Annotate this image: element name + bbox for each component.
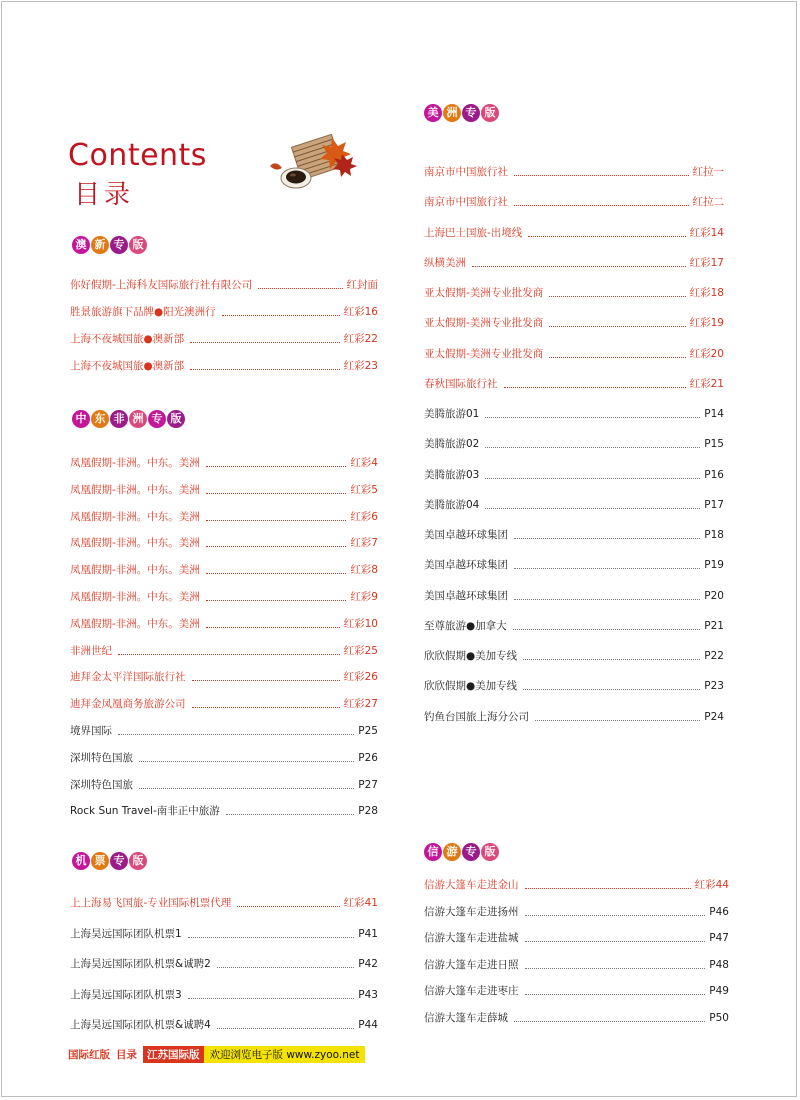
toc-entry-title: 凤凰假期-非洲。中东。美洲: [70, 591, 200, 603]
section-heading-zhongdong: [72, 410, 185, 428]
toc-entry-page: 红彩25: [343, 644, 378, 657]
toc-leader-dots: [549, 356, 685, 358]
toc-entry-page: P17: [704, 498, 724, 511]
contents-title-cn: 目录: [74, 180, 135, 210]
toc-entry-title: 凤凰假期-非洲。中东。美洲: [70, 483, 200, 496]
section-heading-char: 版: [129, 852, 147, 870]
toc-entry[interactable]: [424, 286, 724, 300]
toc-entry[interactable]: [424, 528, 724, 542]
toc-leader-dots: [206, 599, 347, 601]
toc-entry-page: P41: [358, 927, 378, 940]
toc-leader-dots: [222, 314, 340, 316]
section-heading-char: 票: [91, 852, 109, 870]
toc-entry-title: 凤凰假期-非洲。中东。美洲: [70, 457, 200, 469]
toc-entry[interactable]: [70, 804, 378, 818]
toc-entry-title: 信游大篷车走进盐城: [424, 932, 519, 944]
toc-entry-page: 红彩21: [689, 377, 724, 390]
toc-entry-page: P24: [704, 710, 724, 723]
toc-leader-dots: [192, 706, 340, 708]
toc-entry-page: P22: [704, 650, 724, 662]
section-heading-char: 中: [72, 410, 90, 428]
toc-entry[interactable]: [424, 931, 729, 945]
toc-leader-dots: [523, 658, 700, 660]
toc-entry-page: 红彩4: [350, 457, 378, 469]
toc-entry-page: 红彩17: [689, 256, 724, 269]
toc-leader-dots: [226, 813, 355, 815]
toc-entry-page: P42: [358, 958, 378, 970]
toc-leader-dots: [190, 341, 339, 343]
toc-entry[interactable]: [424, 1011, 729, 1025]
toc-leader-dots: [118, 733, 354, 735]
toc-leader-dots: [514, 567, 700, 569]
toc-leader-dots: [206, 492, 347, 494]
toc-entry-title: 上海昊远国际团队机票1: [70, 927, 182, 940]
toc-leader-dots: [188, 936, 355, 938]
toc-entry-title: 深圳特色国旅: [70, 751, 133, 764]
toc-entry-page: 红拉二: [692, 196, 724, 209]
toc-entry-page: 红彩26: [343, 671, 378, 684]
toc-entry-page: P43: [358, 988, 378, 1001]
section-heading-char: 版: [481, 104, 499, 122]
toc-entry-title: 信游大篷车走进金山: [424, 879, 519, 891]
toc-entry[interactable]: [70, 927, 378, 941]
toc-entry[interactable]: [70, 670, 378, 684]
toc-entry[interactable]: [424, 649, 724, 663]
toc-entry-page: P28: [358, 805, 378, 818]
toc-entry-title: 亚太假期-美洲专业批发商: [424, 347, 544, 360]
toc-entry-title: 美腾旅游04: [424, 498, 480, 511]
toc-entry-title: 上海昊远国际团队机票3: [70, 988, 182, 1001]
toc-entry-title: 凤凰假期-非洲。中东。美洲: [70, 617, 200, 630]
toc-entry[interactable]: [70, 332, 378, 346]
section-heading-jipiao: [72, 852, 147, 870]
toc-entry[interactable]: [424, 407, 724, 421]
toc-entry-title: 上海不夜城国旅●澳新部: [70, 360, 185, 372]
toc-entry-page: P49: [709, 985, 729, 997]
toc-entry[interactable]: [70, 988, 378, 1002]
toc-entry-title: 钓鱼台国旅上海分公司: [424, 710, 529, 723]
toc-entry[interactable]: [424, 316, 724, 330]
toc-entry[interactable]: [424, 468, 724, 482]
toc-leader-dots: [514, 174, 689, 176]
toc-leader-dots: [258, 287, 342, 289]
toc-entry-title: 亚太假期-美洲专业批发商: [424, 287, 544, 299]
toc-entry[interactable]: [424, 195, 724, 209]
section-heading-char: 版: [129, 236, 147, 254]
toc-entry-title: 亚太假期-美洲专业批发商: [424, 317, 544, 330]
toc-entry[interactable]: [70, 617, 378, 631]
toc-entry-title: 南京市中国旅行社: [424, 166, 508, 178]
toc-entry[interactable]: [424, 256, 724, 270]
toc-entry[interactable]: [424, 984, 729, 998]
section-heading-char: 版: [481, 843, 499, 861]
toc-entry-title: 信游大篷车走薛城: [424, 1011, 508, 1024]
toc-entry-title: 凤凰假期-非洲。中东。美洲: [70, 564, 200, 577]
toc-leader-dots: [513, 628, 701, 630]
toc-entry[interactable]: [70, 896, 378, 910]
section-heading-char: 专: [462, 843, 480, 861]
toc-entry[interactable]: [424, 878, 729, 892]
toc-leader-dots: [206, 626, 340, 628]
section-heading-char: 美: [424, 104, 442, 122]
toc-leader-dots: [514, 204, 689, 206]
toc-entry-title: 信游大篷车走进日照: [424, 958, 519, 971]
toc-entry-page: 红彩18: [689, 287, 724, 299]
toc-leader-dots: [192, 679, 340, 681]
toc-entry-page: 红彩7: [350, 537, 378, 550]
toc-entry-page: P44: [358, 1019, 378, 1031]
toc-leader-dots: [139, 760, 354, 762]
toc-entry[interactable]: [424, 710, 724, 724]
toc-entry[interactable]: [70, 644, 378, 658]
toc-entry[interactable]: [424, 558, 724, 572]
toc-entry-title: 信游大篷车走进扬州: [424, 905, 519, 918]
toc-entry-page: 红彩8: [350, 564, 378, 577]
section-heading-aoxin: [72, 236, 147, 254]
toc-entry-page: P23: [704, 680, 724, 693]
toc-entry-title: 迪拜金凤凰商务旅游公司: [70, 698, 186, 711]
toc-entry[interactable]: [424, 498, 724, 512]
toc-entry-page: P20: [704, 589, 724, 602]
footer-jiangsu-badge: 江苏国际版: [143, 1046, 204, 1063]
section-heading-char: 澳: [72, 236, 90, 254]
section-heading-char: 机: [72, 852, 90, 870]
toc-entry-title: 美腾旅游03: [424, 468, 480, 481]
toc-entry-title: 你好假期-上海科友国际旅行社有限公司: [70, 279, 253, 291]
toc-leader-dots: [217, 1027, 354, 1029]
toc-entry[interactable]: [70, 563, 378, 577]
toc-leader-dots: [549, 325, 685, 327]
toc-entry-page: 红彩44: [694, 879, 729, 891]
toc-entry-title: 信游大篷车走进枣庄: [424, 985, 519, 997]
toc-entry[interactable]: [70, 456, 378, 470]
toc-leader-dots: [485, 477, 700, 479]
toc-entry-page: 红封面: [346, 279, 378, 291]
toc-entry-page: P48: [709, 958, 729, 971]
toc-entry-title: 非洲世纪: [70, 644, 112, 657]
section-heading-char: 专: [462, 104, 480, 122]
section-heading-char: 专: [110, 852, 128, 870]
footer-edition: 国际红版: [68, 1048, 110, 1061]
toc-entry[interactable]: [70, 751, 378, 765]
toc-entry-title: 美腾旅游02: [424, 438, 480, 451]
toc-leader-dots: [525, 993, 706, 995]
toc-entry-page: P27: [358, 778, 378, 791]
section-heading-char: 专: [110, 236, 128, 254]
toc-entry-title: 深圳特色国旅: [70, 778, 133, 791]
toc-leader-dots: [549, 295, 685, 297]
toc-entry-title: 上上海易飞国旅-专业国际机票代理: [70, 897, 232, 909]
toc-leader-dots: [206, 465, 347, 467]
toc-entry-title: 美国卓越环球集团: [424, 589, 508, 602]
toc-entry[interactable]: [70, 590, 378, 604]
toc-entry[interactable]: [70, 510, 378, 524]
toc-leader-dots: [525, 967, 706, 969]
toc-entry-page: P14: [704, 408, 724, 420]
toc-entry-page: 红彩19: [689, 317, 724, 330]
toc-entry[interactable]: [70, 278, 378, 292]
section-heading-char: 专: [148, 410, 166, 428]
contents-title-en: Contents: [68, 138, 207, 173]
toc-entry-page: P47: [709, 932, 729, 944]
toc-entry[interactable]: [424, 679, 724, 693]
toc-leader-dots: [525, 940, 706, 942]
toc-entry-page: 红彩41: [343, 897, 378, 909]
toc-entry[interactable]: [70, 305, 378, 319]
toc-leader-dots: [237, 905, 339, 907]
toc-leader-dots: [485, 446, 700, 448]
toc-entry[interactable]: [70, 778, 378, 792]
toc-entry-title: 美国卓越环球集团: [424, 559, 508, 572]
toc-entry[interactable]: [424, 619, 724, 633]
toc-entry-title: 胜景旅游旗下品牌●阳光澳洲行: [70, 306, 216, 318]
toc-entry[interactable]: [424, 347, 724, 361]
toc-leader-dots: [206, 519, 347, 521]
section-heading-char: 信: [424, 843, 442, 861]
toc-entry-title: 美腾旅游01: [424, 408, 480, 420]
footer-toc-label: 目录: [116, 1048, 137, 1061]
toc-entry[interactable]: [424, 226, 724, 240]
toc-entry-page: P26: [358, 751, 378, 764]
section-heading-char: 版: [167, 410, 185, 428]
toc-entry-title: 欣欣假期●美加专线: [424, 680, 518, 693]
footer-bar: [68, 1046, 365, 1062]
coffee-leaf-decoration: [262, 128, 358, 200]
footer-website-link[interactable]: 欢迎浏览电子版 www.zyoo.net: [204, 1046, 366, 1063]
toc-entry-page: 红拉一: [692, 166, 724, 178]
toc-entry-page: P21: [704, 619, 724, 632]
toc-entry-title: Rock Sun Travel-南非正中旅游: [70, 805, 220, 818]
toc-leader-dots: [485, 416, 700, 418]
toc-entry[interactable]: [424, 958, 729, 972]
toc-leader-dots: [472, 265, 686, 267]
toc-leader-dots: [485, 507, 700, 509]
toc-leader-dots: [523, 688, 700, 690]
toc-entry-page: 红彩22: [343, 333, 378, 345]
toc-entry-page: 红彩14: [689, 226, 724, 239]
toc-entry[interactable]: [70, 724, 378, 738]
toc-entry-title: 美国卓越环球集团: [424, 529, 508, 541]
toc-entry-page: P25: [358, 725, 378, 737]
toc-entry-title: 上海不夜城国旅●澳新部: [70, 333, 185, 345]
toc-entry-title: 凤凰假期-非洲。中东。美洲: [70, 537, 200, 550]
toc-entry[interactable]: [424, 437, 724, 451]
toc-entry[interactable]: [70, 536, 378, 550]
toc-leader-dots: [525, 914, 706, 916]
toc-entry[interactable]: [70, 697, 378, 711]
toc-leader-dots: [514, 537, 700, 539]
toc-entry-page: P19: [704, 559, 724, 572]
toc-entry[interactable]: [424, 905, 729, 919]
toc-entry-title: 迪拜金太平洋国际旅行社: [70, 671, 186, 684]
toc-entry-page: 红彩9: [350, 591, 378, 603]
toc-entry-page: 红彩5: [350, 483, 378, 496]
section-heading-char: 游: [443, 843, 461, 861]
toc-leader-dots: [504, 386, 686, 388]
toc-entry-title: 南京市中国旅行社: [424, 196, 508, 209]
toc-entry-title: 凤凰假期-非洲。中东。美洲: [70, 510, 200, 523]
toc-entry-page: P50: [709, 1011, 729, 1024]
toc-entry-page: 红彩20: [689, 347, 724, 360]
toc-leader-dots: [188, 997, 355, 999]
toc-entry[interactable]: [70, 957, 378, 971]
toc-entry[interactable]: [70, 483, 378, 497]
toc-entry-page: P46: [709, 905, 729, 918]
toc-entry-page: 红彩23: [343, 360, 378, 372]
toc-entry-title: 至尊旅游●加拿大: [424, 619, 507, 632]
toc-leader-dots: [118, 653, 340, 655]
toc-entry-page: 红彩6: [350, 510, 378, 523]
toc-leader-dots: [206, 545, 347, 547]
toc-leader-dots: [190, 368, 339, 370]
toc-entry-page: 红彩10: [343, 617, 378, 630]
toc-leader-dots: [535, 719, 700, 721]
toc-entry-title: 上海昊远国际团队机票&诚聘4: [70, 1019, 211, 1031]
section-heading-char: 洲: [129, 410, 147, 428]
toc-entry-page: P16: [704, 468, 724, 481]
toc-entry-page: P15: [704, 438, 724, 451]
section-heading-char: 非: [110, 410, 128, 428]
toc-entry[interactable]: [424, 165, 724, 179]
toc-entry-title: 欣欣假期●美加专线: [424, 650, 518, 662]
toc-entry[interactable]: [70, 359, 378, 373]
toc-leader-dots: [217, 966, 354, 968]
section-heading-meizhou: [424, 104, 499, 122]
toc-entry-title: 春秋国际旅行社: [424, 377, 498, 390]
toc-entry-title: 纵横美洲: [424, 256, 466, 269]
toc-entry-page: 红彩16: [343, 306, 378, 318]
section-heading-char: 东: [91, 410, 109, 428]
toc-entry-page: P18: [704, 529, 724, 541]
toc-entry[interactable]: [70, 1018, 378, 1032]
toc-entry[interactable]: [424, 377, 724, 391]
toc-leader-dots: [514, 598, 700, 600]
toc-leader-dots: [525, 887, 691, 889]
section-heading-char: 新: [91, 236, 109, 254]
toc-entry-title: 上海巴士国旅-出境线: [424, 226, 523, 239]
toc-leader-dots: [514, 1020, 705, 1022]
toc-entry[interactable]: [424, 589, 724, 603]
toc-leader-dots: [528, 235, 685, 237]
toc-leader-dots: [206, 572, 347, 574]
section-heading-xinyou: [424, 843, 499, 861]
toc-entry-title: 上海昊远国际团队机票&诚聘2: [70, 958, 211, 970]
toc-leader-dots: [139, 787, 354, 789]
section-heading-char: 洲: [443, 104, 461, 122]
toc-entry-title: 境界国际: [70, 725, 112, 737]
toc-entry-page: 红彩27: [343, 698, 378, 711]
